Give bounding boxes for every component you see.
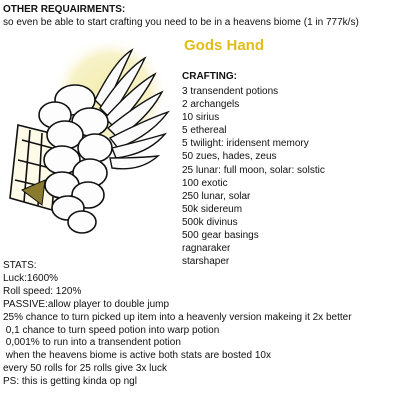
- stats-block: [3, 260, 352, 389]
- crafting-item: 250 lunar, solar: [182, 190, 251, 202]
- item-name: Gods Hand: [184, 37, 265, 54]
- crafting-item: ragnaraker: [182, 243, 231, 255]
- stat-line: when the heavens biome is active both stats are bosted 10x: [3, 350, 271, 362]
- crafting-item: starshaper: [182, 256, 230, 268]
- stat-line: 0,1 chance to turn speed potion into warp potion: [3, 324, 220, 336]
- crafting-item: 5 twilight: iridensent memory: [182, 138, 309, 150]
- stat-line: 25% chance to turn picked up item into a heavenly version makeing it 2x better: [3, 311, 352, 323]
- stat-line: Luck:1600%: [3, 272, 59, 284]
- winged-glove-icon: [0, 30, 180, 260]
- stat-line: every 50 rolls for 25 rolls give 3x luck: [3, 363, 167, 375]
- requirements-text: so even be able to start crafting you need to be in a heavens biome (1 in 777k/s): [3, 17, 359, 28]
- crafting-item: 25 lunar: full moon, solar: solstic: [182, 164, 325, 176]
- stat-line: Roll speed: 120%: [3, 285, 82, 297]
- crafting-item: 50k sidereum: [182, 203, 243, 215]
- crafting-item: 500k divinus: [182, 216, 238, 228]
- crafting-item: 100 exotic: [182, 177, 228, 189]
- crafting-item: 2 archangels: [182, 99, 240, 111]
- crafting-title: CRAFTING:: [182, 71, 237, 82]
- crafting-item: 5 ethereal: [182, 125, 227, 137]
- stat-line: PS: this is getting kinda op ngl: [3, 376, 137, 388]
- stat-line: 0,001% to run into a transendent potion: [3, 337, 181, 349]
- requirements-title: OTHER REQUAIRMENTS:: [3, 4, 126, 15]
- crafting-item: 50 zues, hades, zeus: [182, 151, 277, 163]
- stat-line: PASSIVE:allow player to double jump: [3, 298, 170, 310]
- stats-title: STATS:: [3, 260, 37, 271]
- crafting-item: 10 sirius: [182, 112, 220, 124]
- crafting-item: 500 gear basings: [182, 230, 259, 242]
- crafting-item: 3 transendent potions: [182, 86, 279, 97]
- crafting-list: [182, 85, 325, 268]
